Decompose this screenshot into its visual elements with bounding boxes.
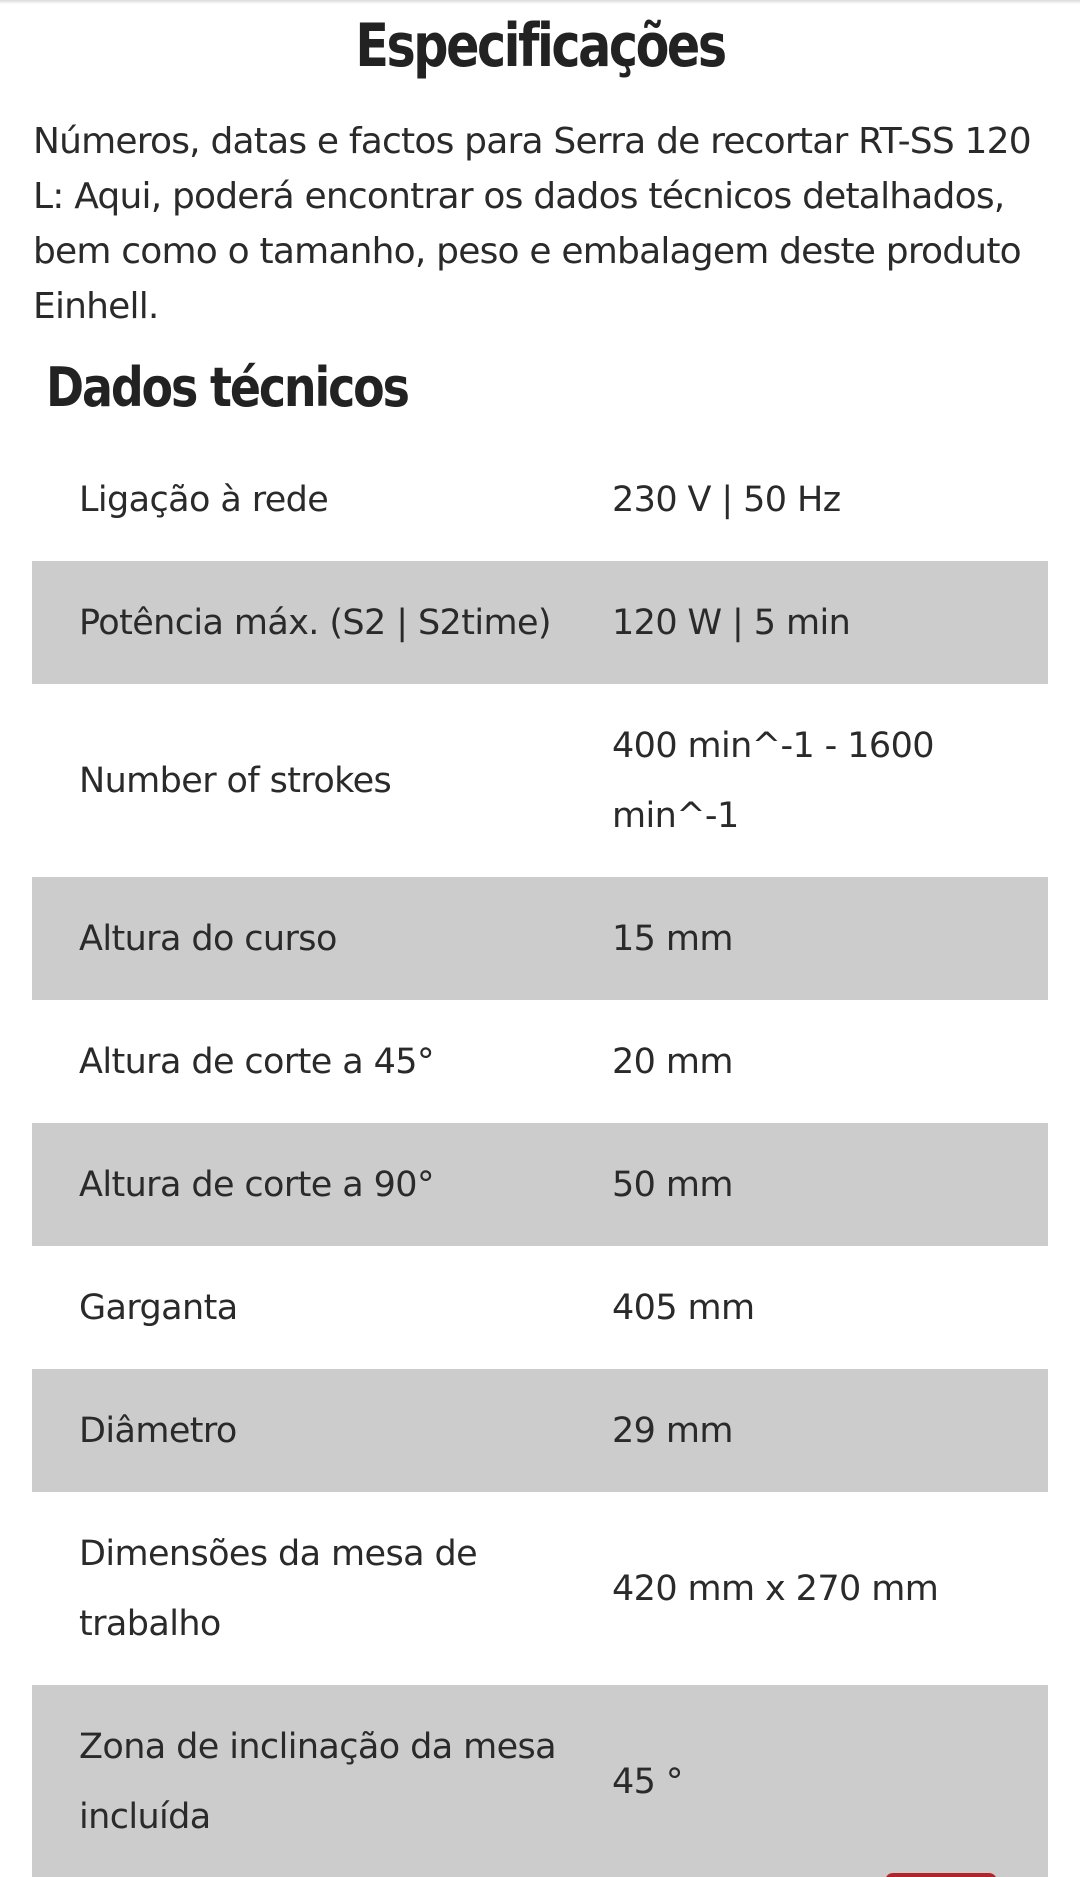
spec-row <box>32 1123 1048 1246</box>
spec-row <box>32 1000 1048 1123</box>
spec-value: 45 ° <box>612 1761 683 1802</box>
spec-label: Altura de corte a 45° <box>79 1041 434 1082</box>
spec-value: 405 mm <box>612 1287 755 1328</box>
spec-row <box>32 1369 1048 1492</box>
spec-row <box>32 561 1048 684</box>
spec-value: 420 mm x 270 mm <box>612 1568 939 1609</box>
spec-value: 230 V | 50 Hz <box>612 479 841 520</box>
spec-label: Altura do curso <box>79 918 337 959</box>
floating-action-button[interactable] <box>885 1873 997 1877</box>
spec-row <box>32 1492 1048 1685</box>
spec-value: 29 mm <box>612 1410 733 1451</box>
spec-value: 50 mm <box>612 1164 733 1205</box>
specs-table <box>32 438 1048 1877</box>
spec-value: 120 W | 5 min <box>612 602 851 643</box>
page-title: Especificações <box>355 11 725 81</box>
spec-row <box>32 684 1048 877</box>
spec-label: Garganta <box>79 1287 238 1328</box>
header-shadow <box>0 0 1080 4</box>
spec-label: Ligação à rede <box>79 479 329 520</box>
section-title: Dados técnicos <box>46 356 408 419</box>
spec-label: Diâmetro <box>79 1410 237 1451</box>
spec-row <box>32 438 1048 561</box>
spec-row <box>32 1246 1048 1369</box>
spec-label: Number of strokes <box>79 760 392 801</box>
spec-row <box>32 1685 1048 1877</box>
intro-paragraph: Números, datas e factos para Serra de recortar RT-SS 120 L: Aqui, poderá encontrar os dados técnicos detalhados, bem como o tamanho, peso e embalagem deste produto Einhell. <box>33 121 1031 327</box>
spec-label: Altura de corte a 90° <box>79 1164 434 1205</box>
spec-label: Zona de inclinação da mesa incluída <box>79 1726 556 1837</box>
spec-label: Dimensões da mesa de trabalho <box>79 1533 478 1644</box>
spec-label: Potência máx. (S2 | S2time) <box>79 602 551 643</box>
spec-value: 400 min^-1 - 1600 min^-1 <box>612 725 934 836</box>
spec-value: 15 mm <box>612 918 733 959</box>
spec-value: 20 mm <box>612 1041 733 1082</box>
spec-row <box>32 877 1048 1000</box>
